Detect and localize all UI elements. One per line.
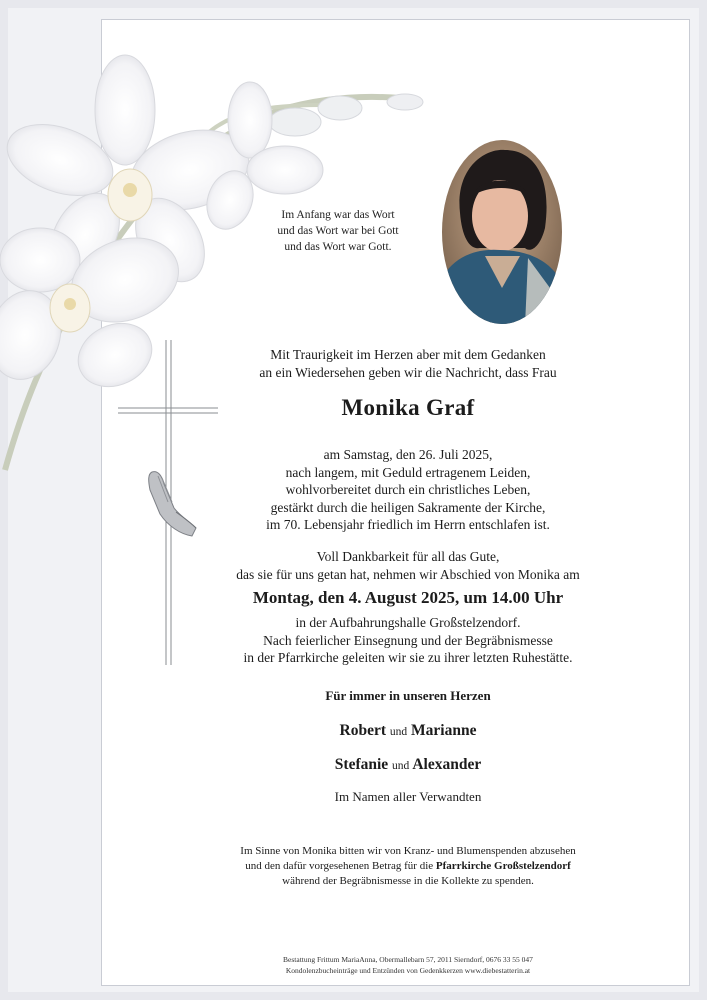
- footer-line: Bestattung Frittum MariaAnna, Obermallebarn 57, 2011 Sierndorf, 0676 33 55 047: [283, 955, 533, 964]
- mourner-name: Stefanie: [334, 756, 389, 773]
- bible-quote: [248, 207, 428, 255]
- quote-line: Im Anfang war das Wort: [281, 209, 395, 221]
- donation-text: und den dafür vorgesehenen Betrag für die: [245, 860, 436, 872]
- place-line: in der Aufbahrungshalle Großstelzendorf.: [295, 615, 521, 630]
- intro-line: Mit Traurigkeit im Herzen aber mit dem Gedanken: [270, 347, 546, 362]
- donation-line: Im Sinne von Monika bitten wir von Kranz- und Blumenspenden abzusehen: [240, 845, 576, 857]
- intro-line: an ein Wiedersehen geben wir die Nachricht, dass Frau: [259, 364, 557, 380]
- death-line: am Samstag, den 26. Juli 2025,: [323, 447, 493, 462]
- footer-line: Kondolenzbucheinträge und Entzünden von Gedenkkerzen www.diebestatterin.at: [285, 965, 531, 975]
- parish-name: Pfarrkirche Großstelzendorf: [435, 860, 571, 872]
- praying-hands-icon: [140, 468, 200, 540]
- mourner-pair: [228, 722, 588, 740]
- all-relatives: Im Namen aller Verwandten: [334, 789, 482, 804]
- portrait-photo: [440, 138, 564, 326]
- mourner-name: Alexander: [412, 756, 482, 773]
- thanks-text: [198, 548, 618, 583]
- death-notice: [228, 446, 588, 534]
- mourner-name: Robert: [339, 722, 387, 739]
- mourner-connector: und: [389, 726, 408, 738]
- death-line: gestärkt durch die heiligen Sakramente der Kirche,: [270, 499, 546, 515]
- donation-request: [188, 844, 628, 889]
- death-line: im 70. Lebensjahr friedlich im Herrn entschlafen ist.: [266, 517, 550, 532]
- death-line: nach langem, mit Geduld ertragenem Leiden,: [285, 464, 531, 480]
- deceased-name: Monika Graf: [341, 395, 475, 420]
- mourner-pair: [228, 756, 588, 774]
- place-line: in der Pfarrkirche geleiten wir sie zu ihrer letzten Ruhestätte.: [243, 650, 573, 665]
- thanks-line: das sie für uns getan hat, nehmen wir Abschied von Monika am: [236, 566, 580, 582]
- donation-line: während der Begräbnismesse in die Kollekte zu spenden.: [282, 875, 534, 887]
- funeral-date: Montag, den 4. August 2025, um 14.00 Uhr: [252, 588, 564, 607]
- forever-heading: Für immer in unseren Herzen: [325, 688, 491, 703]
- intro-text: [228, 346, 588, 381]
- quote-line: und das Wort war bei Gott: [277, 225, 399, 237]
- thanks-line: Voll Dankbarkeit für all das Gute,: [316, 549, 500, 564]
- death-line: wohlvorbereitet durch ein christliches Leben,: [285, 482, 531, 497]
- place-line: Nach feierlicher Einsegnung und der Begräbnismesse: [263, 632, 553, 648]
- quote-line: und das Wort war Gott.: [284, 241, 392, 253]
- donation-line: [188, 859, 628, 874]
- funeral-place: [198, 614, 618, 667]
- footer: [188, 955, 628, 976]
- mourner-connector: und: [392, 760, 410, 772]
- mourner-name: Marianne: [411, 722, 477, 739]
